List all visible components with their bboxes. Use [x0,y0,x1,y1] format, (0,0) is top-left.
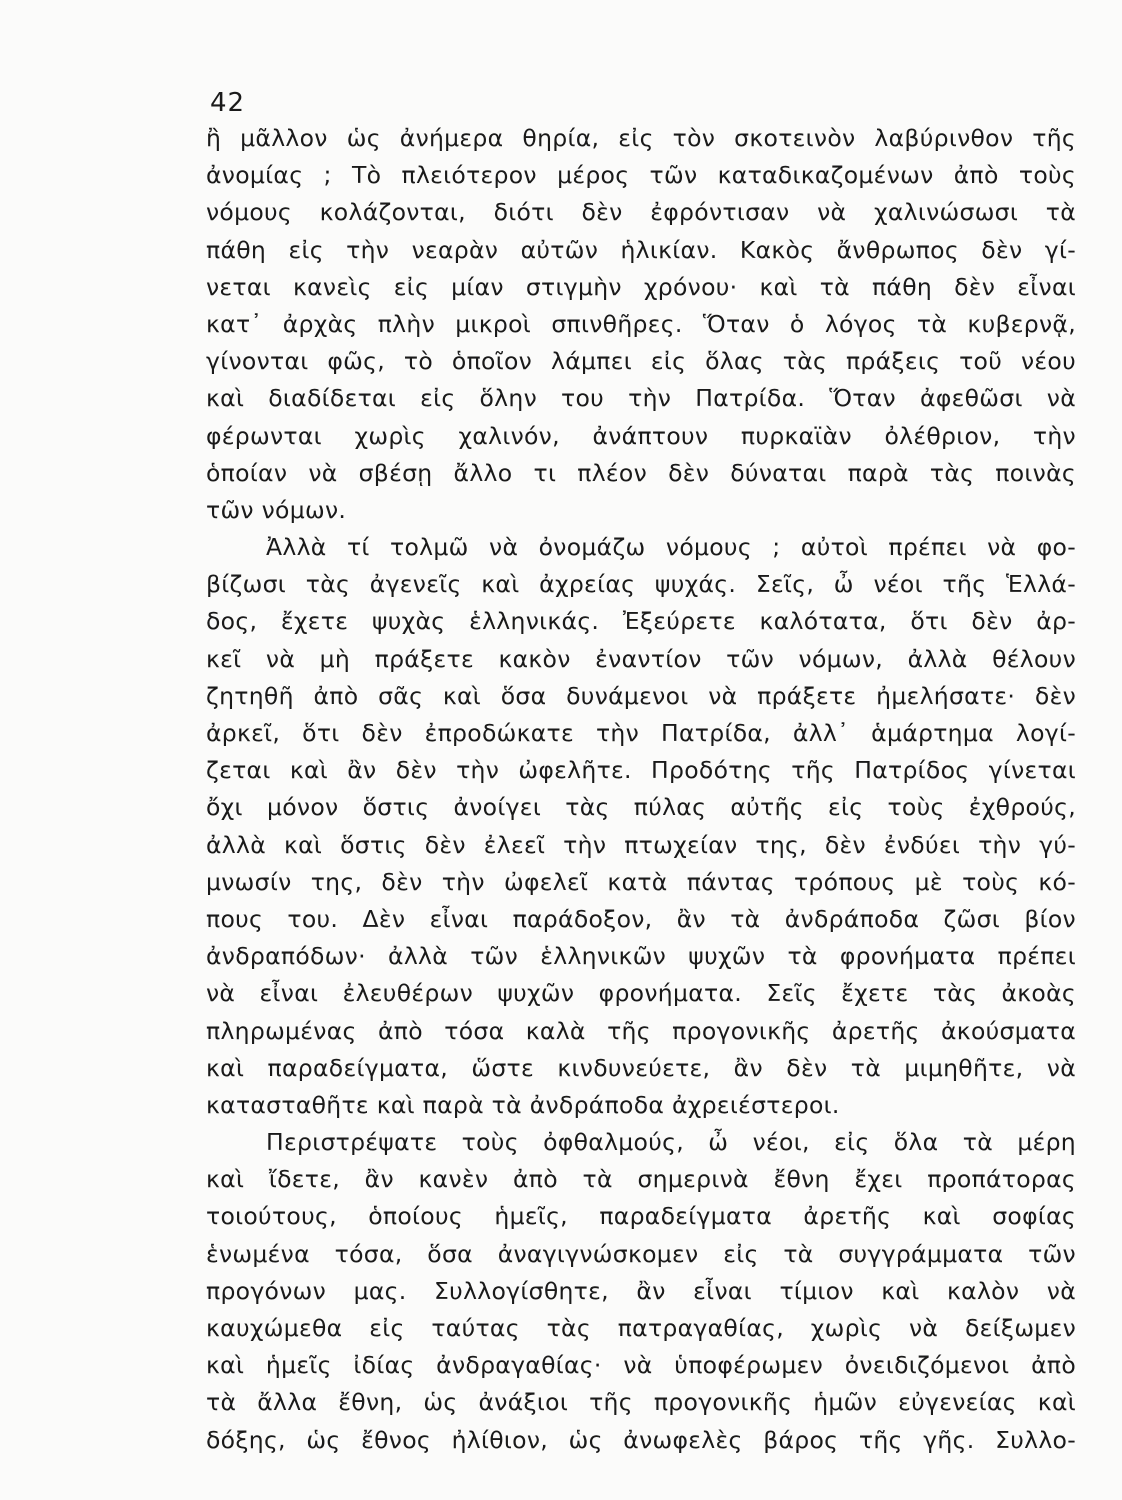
text-line: προγόνων μας. Συλλογίσθητε, ἂν εἶναι τίμιον καὶ καλὸν νὰ [206,1276,1076,1305]
text-line: νεται κανεὶς εἰς μίαν στιγμὴν χρόνου· καὶ τὰ πάθη δὲν εἶναι [206,272,1076,301]
text-line: καὶ ἴδετε, ἂν κανὲν ἀπὸ τὰ σημερινὰ ἔθνη ἔχει προπάτορας [206,1165,1076,1194]
text-line: ἀνδραπόδων· ἀλλὰ τῶν ἑλληνικῶν ψυχῶν τὰ φρονήματα πρέπει [206,942,1076,971]
text-line: πάθη εἰς τὴν νεαρὰν αὐτῶν ἡλικίαν. Κακὸς ἄνθρωπος δὲν γί- [206,235,1076,264]
text-line: βίζωσι τὰς ἀγενεῖς καὶ ἀχρείας ψυχάς. Σεῖς, ὦ νέοι τῆς Ἑλλά- [206,570,1076,599]
text-line: μνωσίν της, δὲν τὴν ὠφελεῖ κατὰ πάντας τρόπους μὲ τοὺς κό- [206,867,1076,896]
text-line: καὶ παραδείγματα, ὥστε κινδυνεύετε, ἂν δὲν τὰ μιμηθῆτε, νὰ [206,1053,1076,1082]
text-line: ζεται καὶ ἂν δὲν τὴν ὠφελῆτε. Προδότης τῆς Πατρίδος γίνεται [206,756,1076,785]
text-line: κεῖ νὰ μὴ πράξετε κακὸν ἐναντίον τῶν νόμων, ἀλλὰ θέλουν [206,644,1076,673]
paragraph-3 [206,1124,1076,1459]
text-line: κατασταθῆτε καὶ παρὰ τὰ ἀνδράποδα ἀχρειέστεροι. [206,1090,840,1119]
text-line: καυχώμεθα εἰς ταύτας τὰς πατραγαθίας, χωρὶς νὰ δείξωμεν [206,1314,1076,1342]
text-line: καὶ διαδίδεται εἰς ὅλην του τὴν Πατρίδα. Ὅταν ἀφεθῶσι νὰ [206,384,1076,413]
text-line: τῶν νόμων. [206,495,347,524]
text-line: καὶ ἡμεῖς ἰδίας ἀνδραγαθίας· νὰ ὑποφέρωμεν ὀνειδιζόμενοι ἀπὸ [206,1351,1076,1380]
text-line: ἑνωμένα τόσα, ὅσα ἀναγιγνώσκομεν εἰς τὰ συγγράμματα τῶν [206,1239,1076,1268]
text-line: νόμους κολάζονται, διότι δὲν ἐφρόντισαν νὰ χαλινώσωσι τὰ [206,198,1076,227]
text-line: κατ᾽ ἀρχὰς πλὴν μικροὶ σπινθῆρες. Ὅταν ὁ λόγος τὰ κυβερνᾷ, [206,309,1076,338]
paragraph-2 [206,529,1076,1124]
text-line: ἀρκεῖ, ὅτι δὲν ἐπροδώκατε τὴν Πατρίδα, ἀλλ᾽ ἁμάρτημα λογί- [206,719,1076,747]
text-line: ὄχι μόνον ὅστις ἀνοίγει τὰς πύλας αὐτῆς εἰς τοὺς ἐχθρούς, [206,793,1076,822]
body-text [206,120,1076,1459]
text-line: Ἀλλὰ τί τολμῶ νὰ ὀνομάζω νόμους ; αὐτοὶ πρέπει νὰ φο- [266,533,1076,562]
text-line: τοιούτους, ὁποίους ἡμεῖς, παραδείγματα ἀρετῆς καὶ σοφίας [206,1202,1076,1231]
text-line: ὁποίαν νὰ σβέσῃ ἄλλο τι πλέον δὲν δύναται παρὰ τὰς ποινὰς [206,458,1076,487]
text-line: ἢ μᾶλλον ὡς ἀνήμερα θηρία, εἰς τὸν σκοτεινὸν λαβύρινθον τῆς [206,124,1076,152]
text-line: δος, ἔχετε ψυχὰς ἑλληνικάς. Ἐξεύρετε καλότατα, ὅτι δὲν ἀρ- [206,607,1076,636]
text-line: τὰ ἄλλα ἔθνη, ὡς ἀνάξιοι τῆς προγονικῆς ἡμῶν εὐγενείας καὶ [206,1388,1076,1417]
page-number: 42 [210,88,246,118]
text-line: ζητηθῆ ἀπὸ σᾶς καὶ ὅσα δυνάμενοι νὰ πράξετε ἠμελήσατε· δὲν [206,681,1076,710]
text-line: πληρωμένας ἀπὸ τόσα καλὰ τῆς προγονικῆς ἀρετῆς ἀκούσματα [206,1016,1076,1045]
text-line: φέρωνται χωρὶς χαλινόν, ἀνάπτουν πυρκαϊὰν ὀλέθριον, τὴν [206,421,1076,450]
text-line: ἀνομίας ; Τὸ πλειότερον μέρος τῶν καταδικαζομένων ἀπὸ τοὺς [206,161,1076,190]
paragraph-1 [206,120,1076,529]
text-line: ἀλλὰ καὶ ὅστις δὲν ἐλεεῖ τὴν πτωχείαν της, δὲν ἐνδύει τὴν γύ- [206,830,1076,859]
text-line: νὰ εἶναι ἐλευθέρων ψυχῶν φρονήματα. Σεῖς ἔχετε τὰς ἀκοὰς [206,979,1076,1008]
text-line: πους του. Δὲν εἶναι παράδοξον, ἂν τὰ ἀνδράποδα ζῶσι βίον [206,904,1076,933]
text-line: γίνονται φῶς, τὸ ὁποῖον λάμπει εἰς ὅλας τὰς πράξεις τοῦ νέου [206,347,1076,376]
text-line: δόξης, ὡς ἔθνος ἠλίθιον, ὡς ἀνωφελὲς βάρος τῆς γῆς. Συλλο- [206,1425,1076,1454]
text-line: Περιστρέψατε τοὺς ὀφθαλμούς, ὦ νέοι, εἰς ὅλα τὰ μέρη [266,1128,1076,1157]
